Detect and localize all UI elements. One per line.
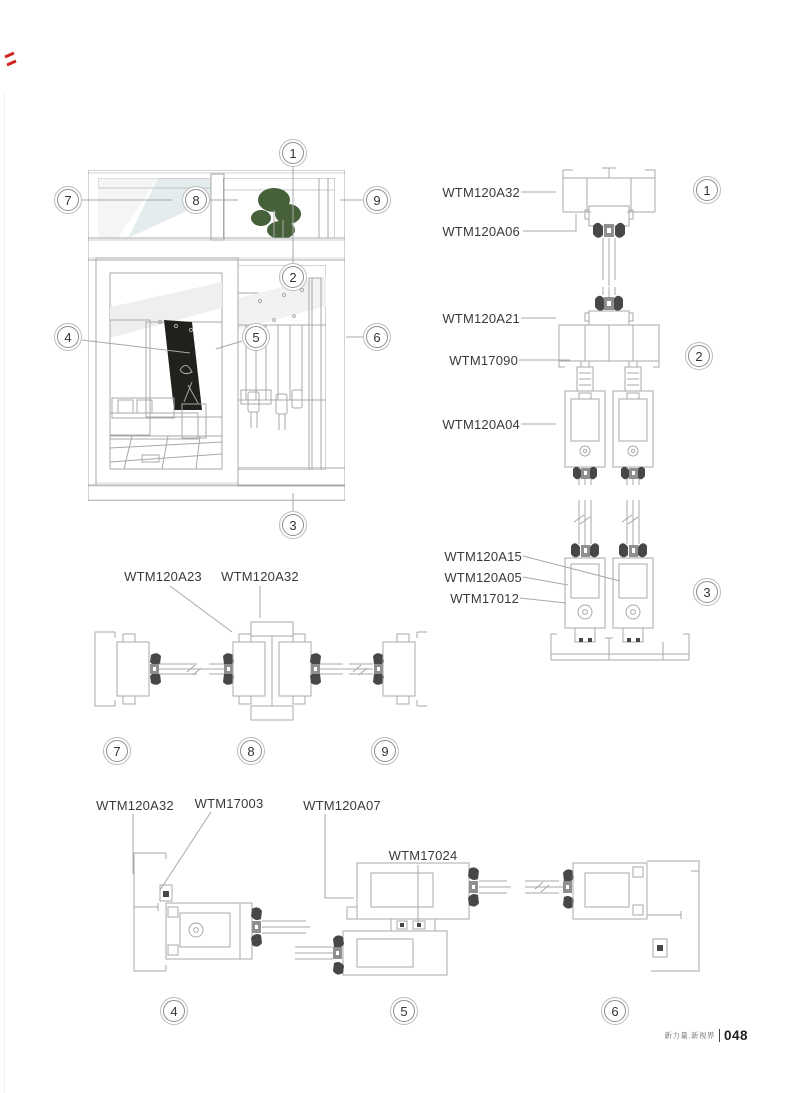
- part-label-wtm120a23: WTM120A23: [124, 569, 202, 584]
- section-drawing-4: [110, 845, 312, 979]
- footer-slogan: 新力量.新视界: [664, 1031, 715, 1040]
- section-drawing-2: [545, 287, 670, 485]
- part-label-wtm120a07: WTM120A07: [303, 798, 381, 813]
- callout-7: 7: [54, 186, 82, 214]
- part-label-wtm120a05: WTM120A05: [444, 570, 522, 585]
- part-label-wtm17012: WTM17012: [450, 591, 519, 606]
- callout-6: 6: [363, 323, 391, 351]
- section-drawing-6: [525, 855, 711, 981]
- detail-circle-1: 1: [693, 176, 721, 204]
- callout-1: 1: [279, 139, 307, 167]
- part-label-wtm120a15: WTM120A15: [444, 549, 522, 564]
- callout-9: 9: [363, 186, 391, 214]
- callout-8: 8: [182, 186, 210, 214]
- callout-4: 4: [54, 323, 82, 351]
- part-label-wtm120a04: WTM120A04: [442, 417, 520, 432]
- part-label-wtm120a32-d4: WTM120A32: [96, 798, 174, 813]
- part-label-wtm17003: WTM17003: [194, 796, 264, 811]
- part-label-wtm17024: WTM17024: [388, 848, 458, 863]
- callout-5: 5: [242, 323, 270, 351]
- detail-circle-2: 2: [685, 342, 713, 370]
- detail-circle-3: 3: [693, 578, 721, 606]
- part-label-wtm120a32-d1: WTM120A32: [442, 185, 520, 200]
- detail-circle-4: 4: [160, 997, 188, 1025]
- page-footer: [664, 1028, 748, 1043]
- detail-circle-5: 5: [390, 997, 418, 1025]
- part-label-wtm120a32-mid: WTM120A32: [221, 569, 299, 584]
- page-number: 048: [723, 1028, 748, 1043]
- detail-circle-9: 9: [371, 737, 399, 765]
- detail-circle-8: 8: [237, 737, 265, 765]
- section-drawing-1: [545, 162, 670, 290]
- section-drawing-789: [85, 612, 427, 730]
- section-drawing-3: [545, 500, 697, 664]
- part-label-wtm17090: WTM17090: [449, 353, 518, 368]
- section-drawing-5: [295, 855, 511, 977]
- footer-divider: [719, 1029, 720, 1042]
- detail-circle-7: 7: [103, 737, 131, 765]
- callout-3: 3: [279, 511, 307, 539]
- callout-2: 2: [279, 263, 307, 291]
- part-label-wtm120a21: WTM120A21: [442, 311, 520, 326]
- part-label-wtm120a06: WTM120A06: [442, 224, 520, 239]
- detail-circle-6: 6: [601, 997, 629, 1025]
